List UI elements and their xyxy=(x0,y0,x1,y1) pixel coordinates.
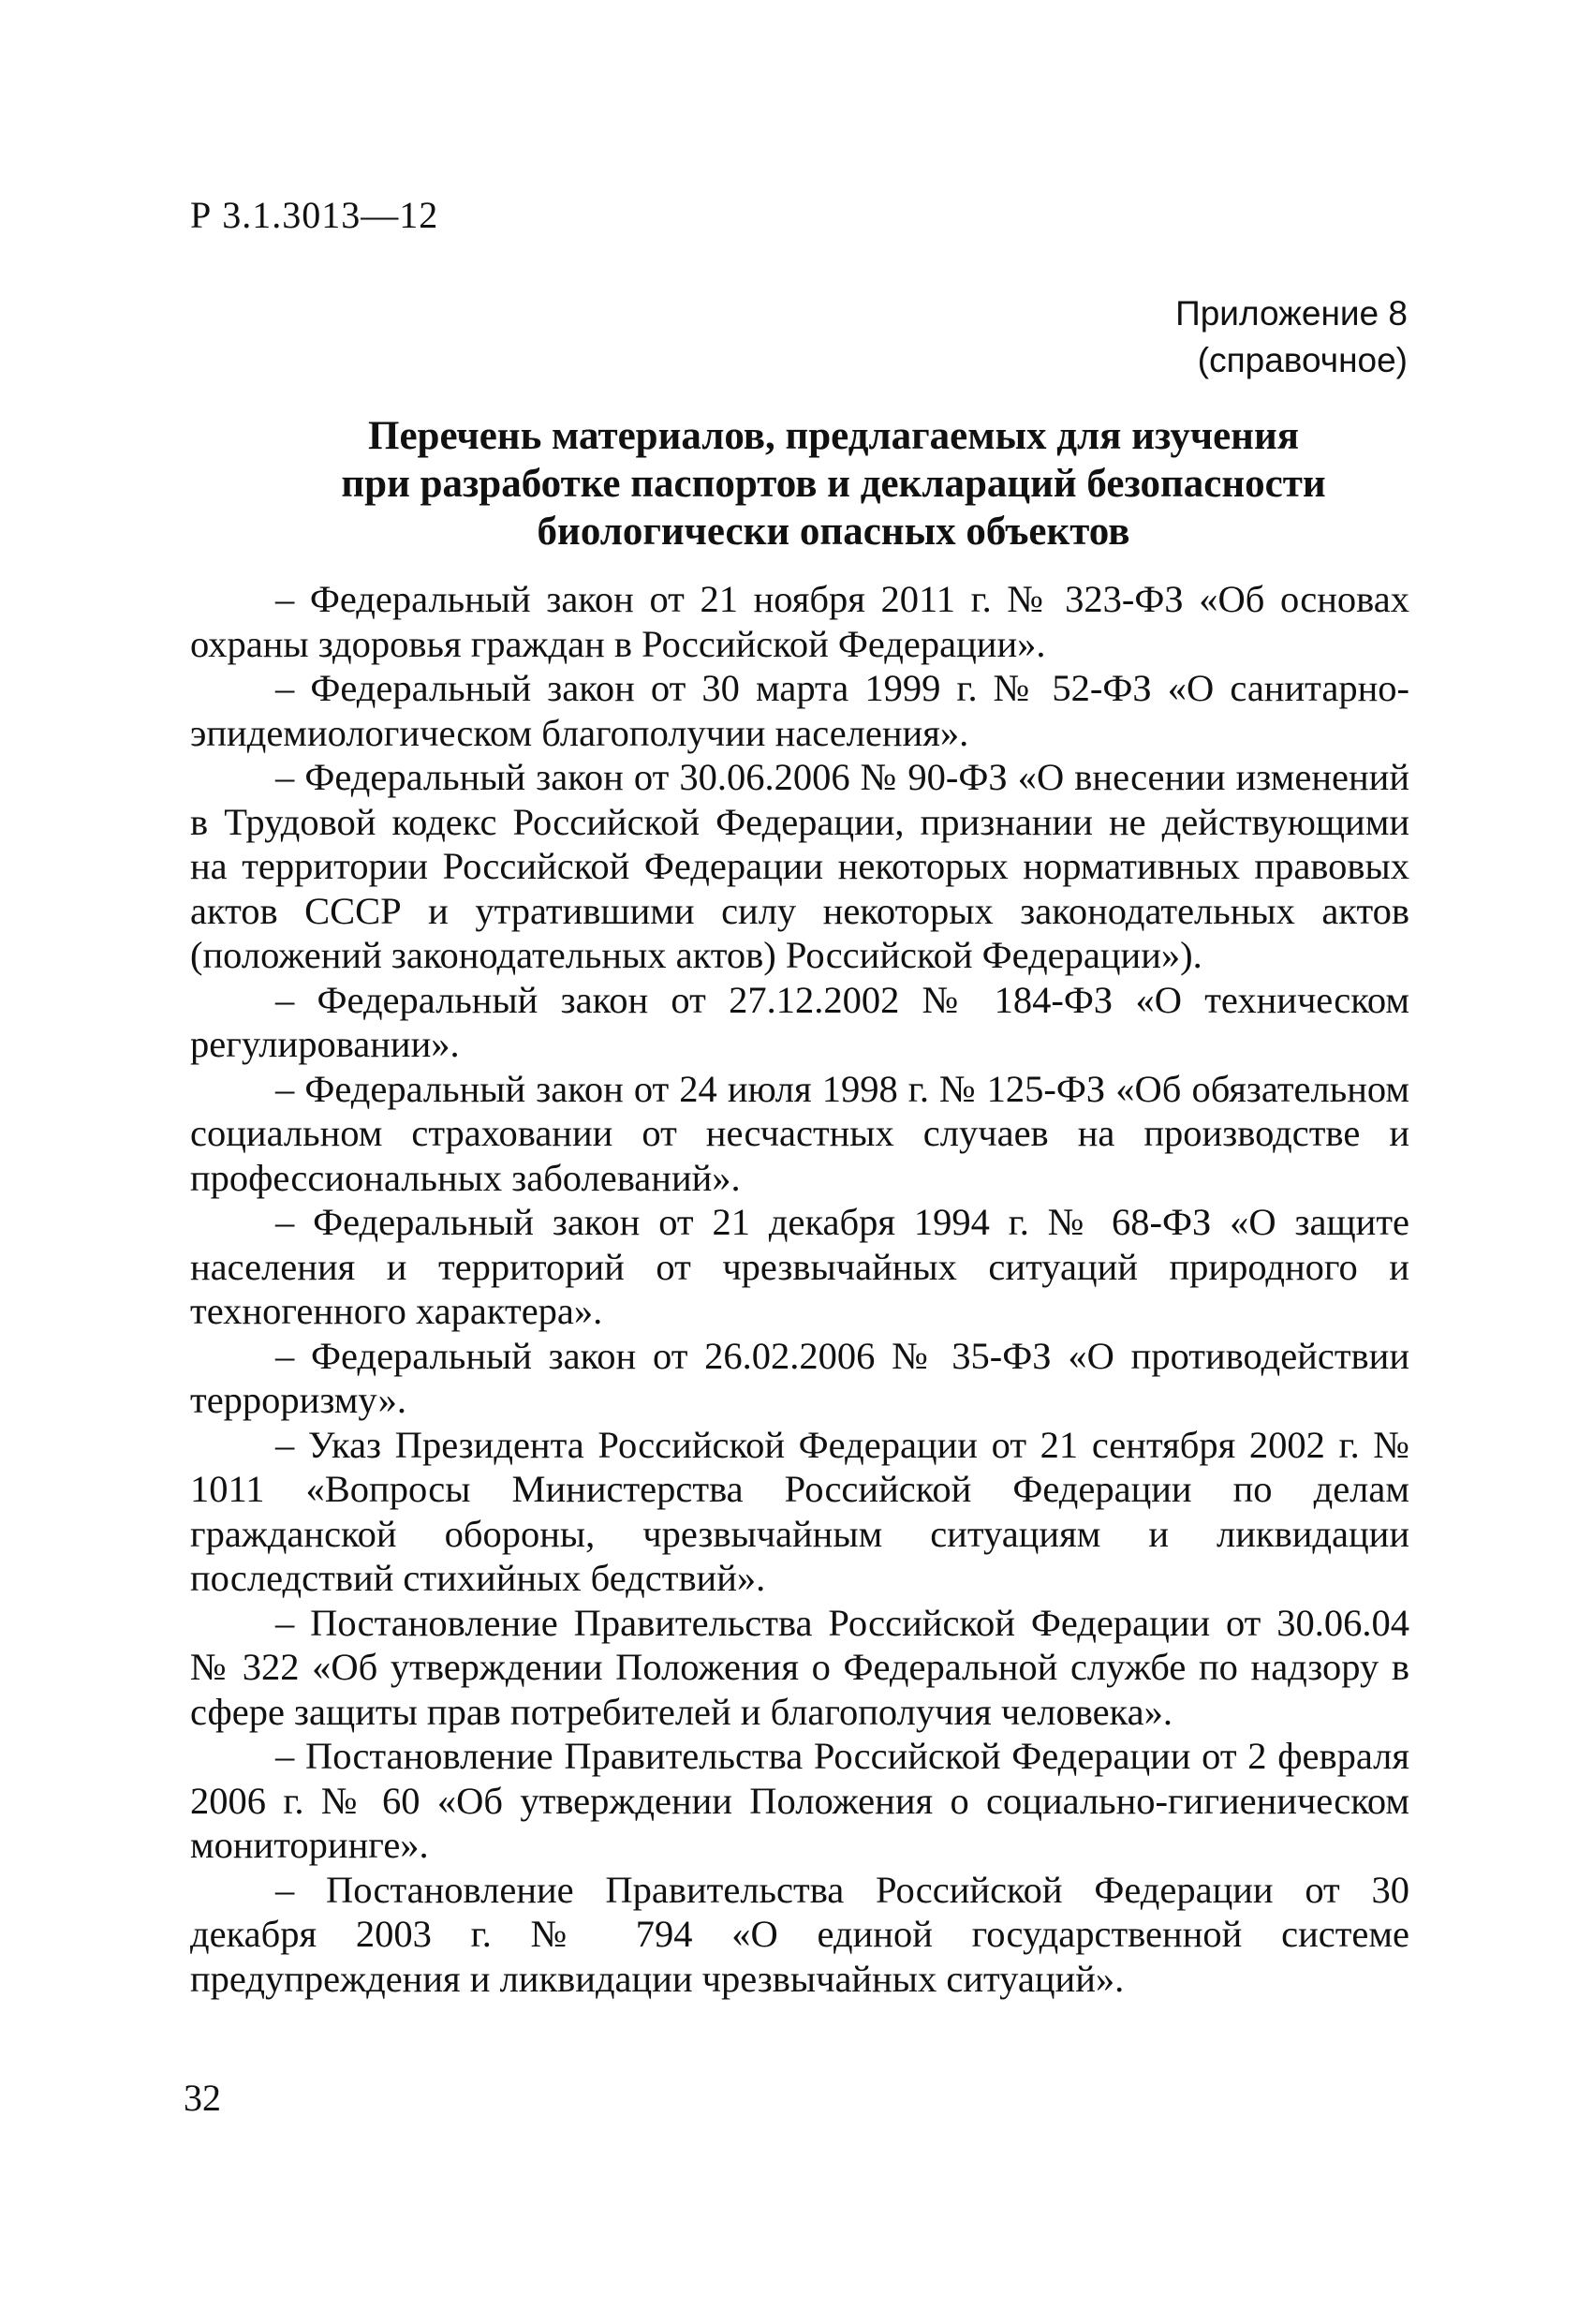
list-item: – Федеральный закон от 26.02.2006 № 35-ФЗ «О противодействии терроризму». xyxy=(190,1334,1409,1421)
list-item: – Указ Президента Российской Федерации от 21 сентября 2002 г. № 1011 «Вопросы Министерства Российской Федерации по делам гражданской обороны, чрезвычайным ситуациям и ликвидации последствий стихийных бедствий». xyxy=(190,1423,1409,1599)
list-item: – Постановление Правительства Российской Федерации от 30.06.04 № 322 «Об утверждении Положения о Федеральной службе по надзору в сфере защиты прав потребителей и благополучия человека». xyxy=(190,1601,1409,1733)
appendix-label: Приложение 8 xyxy=(1175,294,1408,333)
title-line-3: биологически опасных объектов xyxy=(537,510,1130,554)
list-item: – Постановление Правительства Российской Федерации от 2 февраля 2006 г. № 60 «Об утверждении Положения о социально-гигиеническом мониторинге». xyxy=(190,1735,1409,1866)
title-line-2: при разработке паспортов и деклараций безопасности xyxy=(341,462,1326,506)
list-item: – Федеральный закон от 21 декабря 1994 г. № 68-ФЗ «О защите населения и территорий от чрезвычайных ситуаций природного и техногенного характера». xyxy=(190,1201,1409,1332)
page-title xyxy=(225,412,1442,555)
list-item: – Федеральный закон от 30.06.2006 № 90-ФЗ «О внесении изменений в Трудовой кодекс Российской Федерации, признании не действующими на территории Российской Федерации некоторых нормативных правовых актов СССР и утратившими силу некоторых законодательных актов (положений законодательных актов) Российской Федерации»). xyxy=(190,756,1409,976)
page-number: 32 xyxy=(184,2077,221,2119)
list-item: – Постановление Правительства Российской Федерации от 30 декабря 2003 г. № 794 «О единой государственной системе предупреждения и ликвидации чрезвычайных ситуаций». xyxy=(190,1868,1409,2000)
list-item: – Федеральный закон от 30 марта 1999 г. № 52-ФЗ «О санитарно-эпидемиологическом благополучии населения». xyxy=(190,667,1409,754)
title-line-1: Перечень материалов, предлагаемых для изучения xyxy=(368,414,1299,458)
materials-list xyxy=(190,577,1409,2001)
appendix-type: (справочное) xyxy=(1197,341,1408,379)
list-item: – Федеральный закон от 27.12.2002 № 184-ФЗ «О техническом регулировании». xyxy=(190,978,1409,1065)
document-code: Р 3.1.3013—12 xyxy=(190,194,439,236)
list-item: – Федеральный закон от 21 ноября 2011 г. № 323-ФЗ «Об основах охраны здоровья граждан в Российской Федерации». xyxy=(190,578,1409,665)
list-item: – Федеральный закон от 24 июля 1998 г. № 125-ФЗ «Об обязательном социальном страховании от несчастных случаев на производстве и профессиональных заболеваний». xyxy=(190,1067,1409,1199)
appendix-header xyxy=(1175,290,1408,384)
